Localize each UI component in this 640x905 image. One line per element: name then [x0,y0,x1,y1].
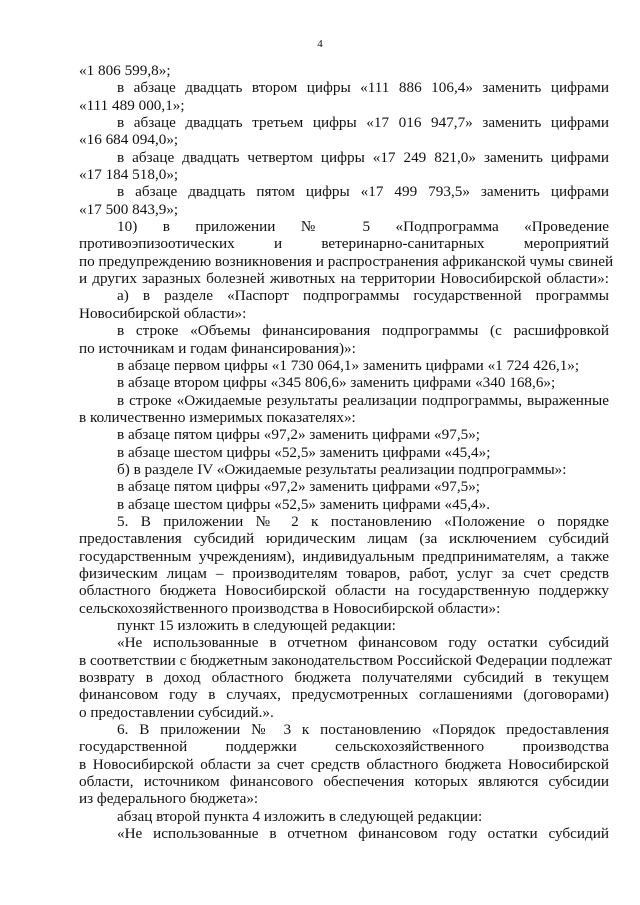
document-body [79,62,614,843]
text-line: б) в разделе IV «Ожидаемые результаты реализации подпрограммы»: [117,460,567,478]
text-line: в абзаце шестом цифры «52,5» заменить цифрами «45,4». [117,495,491,513]
text-line: в строке «Объемы финансирования подпрограммы (с расшифровкой [117,322,609,340]
text-line: абзац второй пункта 4 изложить в следующей редакции: [117,807,483,825]
text-line: 6. В приложении № 3 к постановлению «Порядок предоставления [117,721,609,739]
text-line: по источникам и годам финансирования)»: [79,339,356,357]
text-line: области, источником финансового обеспечения которых являются субсидии [79,773,609,791]
text-line: в соответствии с бюджетным законодательством Российской Федерации подлежат [79,651,612,669]
text-line: возврату в доход областного бюджета получателями субсидий в текущем [79,669,609,687]
text-line: «17 184 518,0»; [79,166,179,184]
text-line: государственной поддержки сельскохозяйственного производства [79,738,609,756]
text-line: в абзаце пятом цифры «97,2» заменить цифрами «97,5»; [117,426,481,444]
text-line: и других заразных болезней животных на территории Новосибирской области»: [79,270,609,288]
page-number: 4 [317,38,323,50]
text-line: в строке «Ожидаемые результаты реализации подпрограммы, выраженные [117,391,609,409]
text-line: а) в разделе «Паспорт подпрограммы государственной программы [117,287,609,305]
text-line: по предупреждению возникновения и распространения африканской чумы свиней [79,252,614,270]
text-line: «Не использованные в отчетном финансовом году остатки субсидий [117,825,609,843]
text-line: предоставления субсидий юридическим лицам (за исключением субсидий [79,530,609,548]
text-line: в абзаце двадцать пятом цифры «17 499 793,5» заменить цифрами [117,183,609,201]
text-line: в абзаце пятом цифры «97,2» заменить цифрами «97,5»; [117,478,481,496]
text-line: в количественно измеримых показателях»: [79,408,356,426]
text-line: «1 806 599,8»; [79,62,171,79]
text-line: 10) в приложении № 5 «Подпрограмма «Проведение [117,218,609,236]
text-line: в абзаце шестом цифры «52,5» заменить цифрами «45,4»; [117,443,491,461]
text-line: пункт 15 изложить в следующей редакции: [117,617,396,634]
text-line: противоэпизоотических и ветеринарно-санитарных мероприятий [79,235,609,253]
text-line: областного бюджета Новосибирской области на государственную поддержку [79,582,609,600]
text-line: финансовом году в случаях, предусмотренных соглашениями (договорами) [79,686,609,704]
text-line: в абзаце втором цифры «345 806,6» заменить цифрами «340 168,6»; [117,374,556,392]
text-line: в абзаце первом цифры «1 730 064,1» заменить цифрами «1 724 426,1»; [117,356,580,374]
text-line: в абзаце двадцать четвертом цифры «17 249 821,0» заменить цифрами [117,148,609,166]
text-line: из федерального бюджета»: [79,790,259,808]
text-line: «111 489 000,1»; [79,96,185,114]
text-line: «16 684 094,0»; [79,131,179,149]
text-line: 5. В приложении № 2 к постановлению «Положение о порядке [117,512,609,530]
text-line: Новосибирской области»: [79,304,247,322]
text-line: «Не использованные в отчетном финансовом году остатки субсидий [117,634,609,652]
text-line: физическим лицам – производителям товаров, работ, услуг за счет средств [79,564,609,582]
text-line: о предоставлении субсидий.». [79,703,274,721]
text-line: в Новосибирской области за счет средств областного бюджета Новосибирской [79,755,609,773]
text-line: «17 500 843,9»; [79,200,179,218]
text-line: сельскохозяйственного производства в Новосибирской области»: [79,599,501,617]
text-line: государственным учреждениям), индивидуальным предпринимателям, а также [79,547,609,565]
text-line: в абзаце двадцать третьем цифры «17 016 947,7» заменить цифрами [117,114,609,132]
text-line: в абзаце двадцать втором цифры «111 886 106,4» заменить цифрами [117,79,609,97]
